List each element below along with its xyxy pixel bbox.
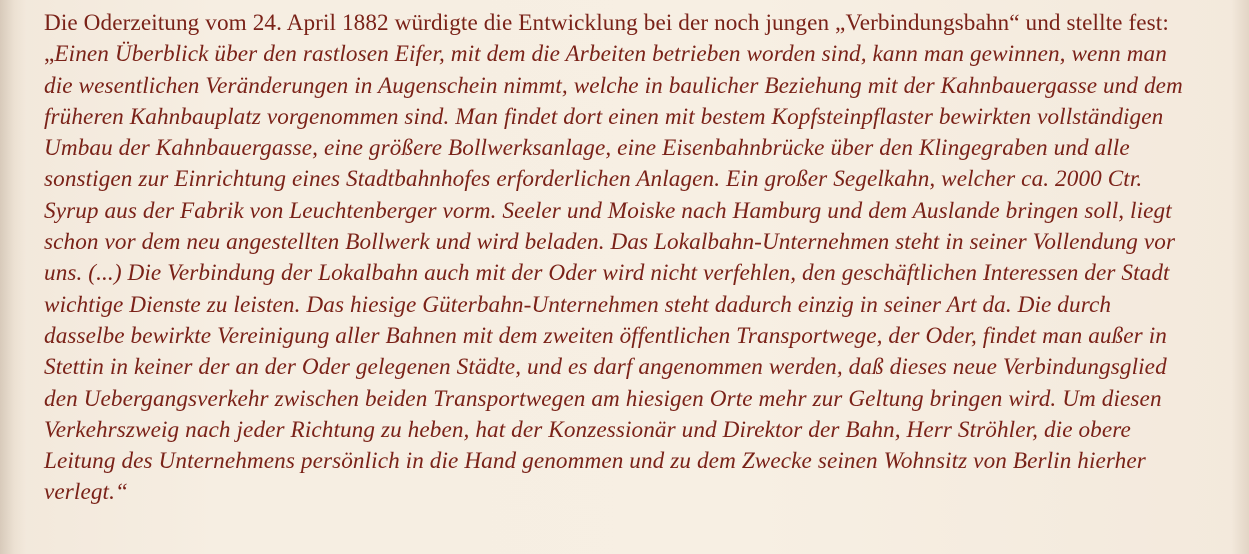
- document-paragraph: [44, 8, 1191, 509]
- intro-text: Die Oderzeitung vom 24. April 1882 würdigte die Entwicklung bei der noch jungen „Verbindungsbahn“ und stellte fest: „: [44, 10, 1169, 68]
- quoted-newspaper-text: Einen Überblick über den rastlosen Eifer, mit dem die Arbeiten betrieben worden sind, kann man gewinnen, wenn man die wesentlichen Veränderungen in Augenschein nimmt, welche in baulicher Beziehung mit der Kahnbauergasse und dem früheren Kahnbauplatz vorgenommen sind. Man findet dort einen mit bestem Kopfsteinpflaster bewirkten vollständigen Umbau der Kahnbauergasse, eine größere Bollwerksanlage, eine Eisenbahnbrücke über den Klingegraben und alle sonstigen zur Einrichtung eines Stadtbahnhofes erforderlichen Anlagen. Ein großer Segelkahn, welcher ca. 2000 Ctr. Syrup aus der Fabrik von Leuchtenberger vorm. Seeler und Moiske nach Hamburg und dem Auslande bringen soll, liegt schon vor dem neu angestellten Bollwerk und wird beladen. Das Lokalbahn-Unternehmen steht in seiner Vollendung vor uns. (...) Die Verbindung der Lokalbahn auch mit der Oder wird nicht verfehlen, den geschäftlichen Interessen der Stadt wichtige Dienste zu leisten. Das hiesige Güterbahn-Unternehmen steht dadurch einzig in seiner Art da. Die durch dasselbe bewirkte Vereinigung aller Bahnen mit dem zweiten öffentlichen Transportwege, der Oder, findet man außer in Stettin in keiner der an der Oder gelegenen Städte, und es darf angenommen werden, daß dieses neue Verbindungsglied den Uebergangsverkehr zwischen beiden Transportwegen am hiesigen Orte mehr zur Geltung bringen wird. Um diesen Verkehrszweig nach jeder Richtung zu heben, hat der Konzessionär und Direktor der Bahn, Herr Ströhler, die obere Leitung des Unternehmens persönlich in die Hand genommen und zu dem Zwecke seinen Wohnsitz von Berlin hierher verlegt.“: [44, 41, 1183, 506]
